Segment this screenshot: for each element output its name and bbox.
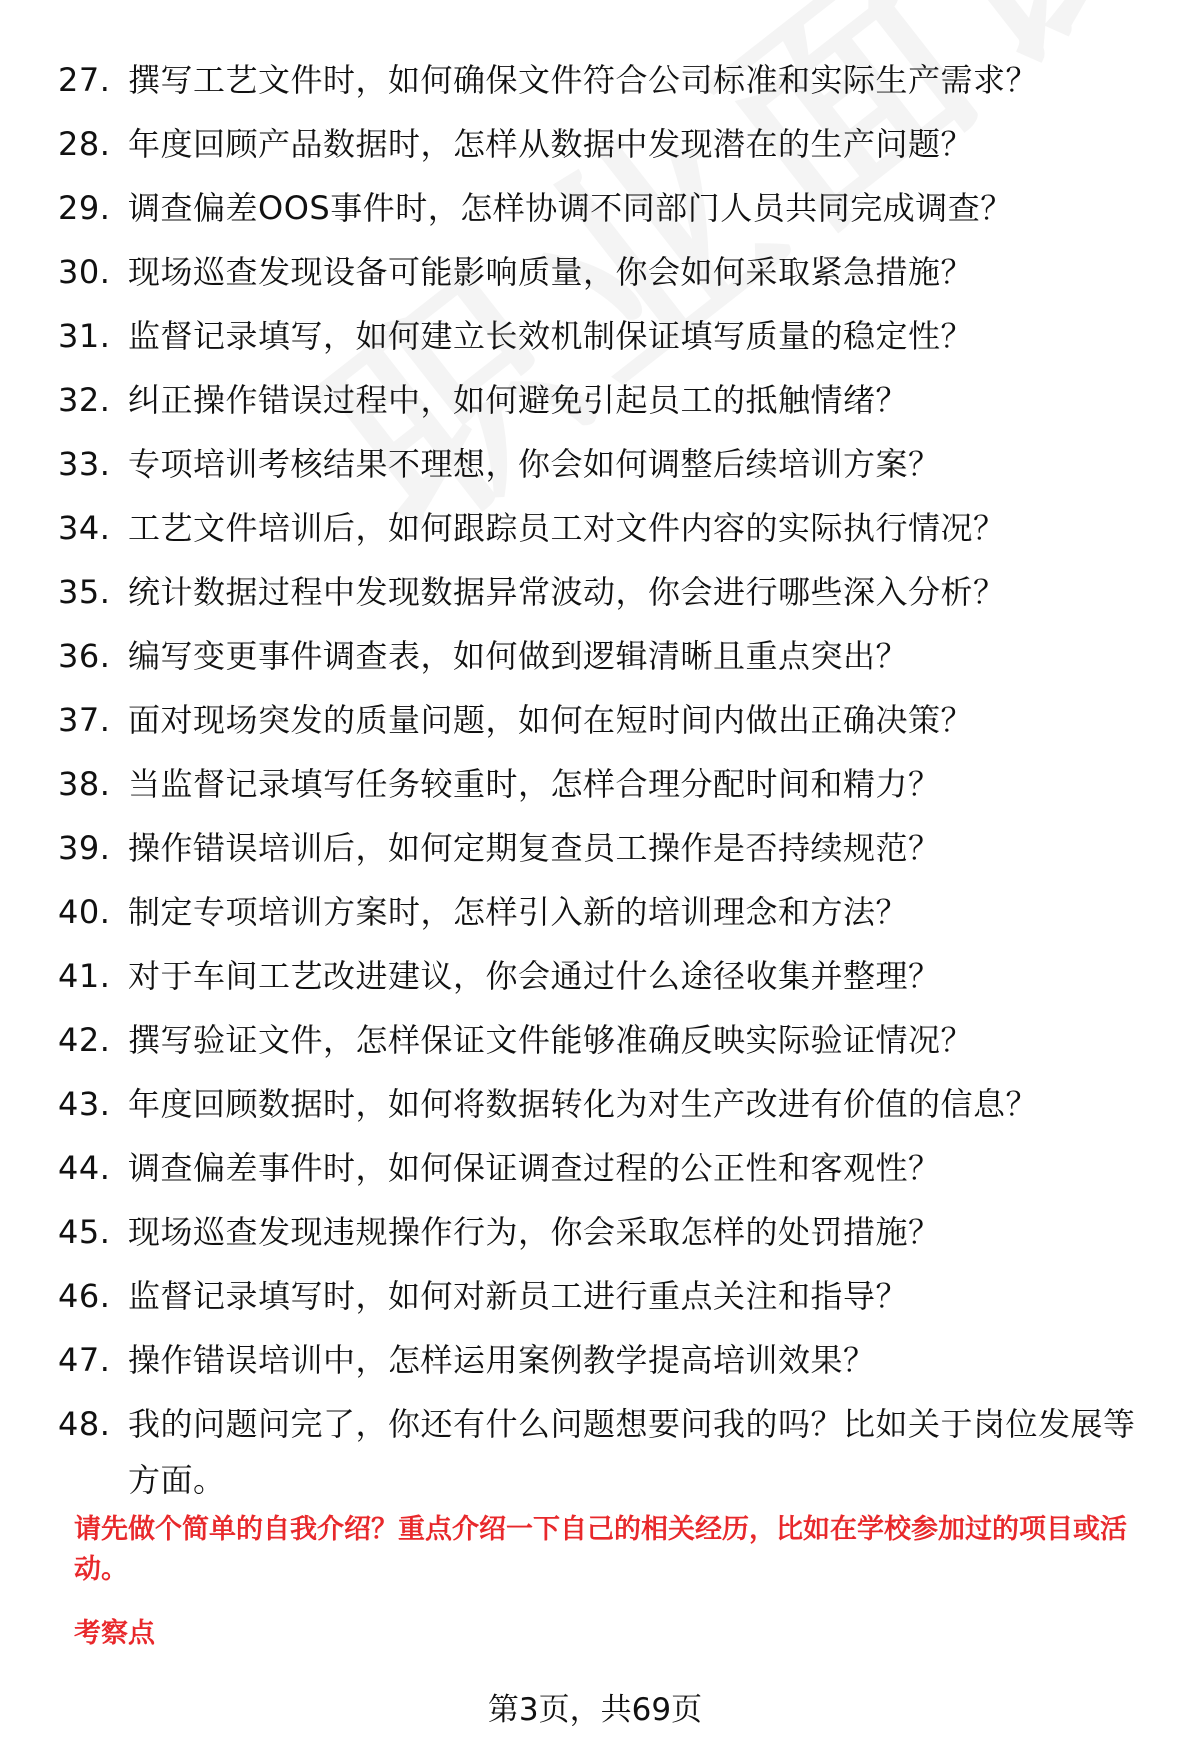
question-number: 27. bbox=[58, 61, 111, 99]
question-text: 操作错误培训中，怎样运用案例教学提高培训效果？ bbox=[128, 1341, 876, 1379]
list-item bbox=[58, 1392, 1158, 1508]
question-text: 当监督记录填写任务较重时，怎样合理分配时间和精力？ bbox=[128, 765, 941, 803]
question-text: 监督记录填写时，如何对新员工进行重点关注和指导？ bbox=[128, 1277, 909, 1315]
list-item bbox=[58, 1328, 1158, 1392]
question-text: 操作错误培训后，如何定期复查员工操作是否持续规范？ bbox=[128, 829, 941, 867]
question-text: 调查偏差事件时，如何保证调查过程的公正性和客观性？ bbox=[128, 1149, 941, 1187]
question-text: 面对现场突发的质量问题，如何在短时间内做出正确决策？ bbox=[128, 701, 974, 739]
question-number: 28. bbox=[58, 125, 111, 163]
list-item bbox=[58, 432, 1158, 496]
question-text: 调查偏差OOS事件时，怎样协调不同部门人员共同完成调查？ bbox=[128, 189, 1013, 227]
question-text: 现场巡查发现违规操作行为，你会采取怎样的处罚措施？ bbox=[128, 1213, 941, 1251]
question-number: 39. bbox=[58, 829, 111, 867]
list-item bbox=[58, 48, 1158, 112]
question-number: 29. bbox=[58, 189, 111, 227]
list-item bbox=[58, 112, 1158, 176]
question-number: 40. bbox=[58, 893, 111, 931]
question-number: 33. bbox=[58, 445, 111, 483]
list-item bbox=[58, 1136, 1158, 1200]
list-item bbox=[58, 1072, 1158, 1136]
question-text: 工艺文件培训后，如何跟踪员工对文件内容的实际执行情况？ bbox=[128, 509, 1006, 547]
question-text: 对于车间工艺改进建议，你会通过什么途径收集并整理？ bbox=[128, 957, 941, 995]
question-number: 38. bbox=[58, 765, 111, 803]
list-item bbox=[58, 752, 1158, 816]
list-item bbox=[58, 1200, 1158, 1264]
list-item bbox=[58, 944, 1158, 1008]
question-number: 34. bbox=[58, 509, 111, 547]
question-list bbox=[58, 48, 1158, 1508]
question-number: 32. bbox=[58, 381, 111, 419]
section-label: 考察点 bbox=[74, 1618, 155, 1649]
page-number: 第3页，共69页 bbox=[487, 1692, 703, 1728]
question-text: 编写变更事件调查表，如何做到逻辑清晰且重点突出？ bbox=[128, 637, 909, 675]
list-item bbox=[58, 1008, 1158, 1072]
highlight-question: 请先做个简单的自我介绍？重点介绍一下自己的相关经历，比如在学校参加过的项目或活动。 bbox=[74, 1514, 1127, 1585]
question-text: 现场巡查发现设备可能影响质量，你会如何采取紧急措施？ bbox=[128, 253, 974, 291]
question-text: 纠正操作错误过程中，如何避免引起员工的抵触情绪？ bbox=[128, 381, 909, 419]
list-item bbox=[58, 688, 1158, 752]
list-item bbox=[58, 496, 1158, 560]
question-number: 37. bbox=[58, 701, 111, 739]
question-number: 41. bbox=[58, 957, 111, 995]
question-text: 撰写工艺文件时，如何确保文件符合公司标准和实际生产需求？ bbox=[128, 61, 1039, 99]
question-text: 年度回顾数据时，如何将数据转化为对生产改进有价值的信息？ bbox=[128, 1085, 1039, 1123]
question-number: 43. bbox=[58, 1085, 111, 1123]
list-item bbox=[58, 368, 1158, 432]
question-number: 44. bbox=[58, 1149, 111, 1187]
list-item bbox=[58, 1264, 1158, 1328]
question-number: 47. bbox=[58, 1341, 111, 1379]
question-text: 撰写验证文件，怎样保证文件能够准确反映实际验证情况？ bbox=[128, 1021, 974, 1059]
list-item bbox=[58, 880, 1158, 944]
question-number: 42. bbox=[58, 1021, 111, 1059]
question-number: 48. bbox=[58, 1405, 111, 1443]
question-text: 专项培训考核结果不理想，你会如何调整后续培训方案？ bbox=[128, 445, 941, 483]
list-item bbox=[58, 624, 1158, 688]
question-text: 年度回顾产品数据时，怎样从数据中发现潜在的生产问题？ bbox=[128, 125, 974, 163]
list-item bbox=[58, 240, 1158, 304]
question-text: 制定专项培训方案时，怎样引入新的培训理念和方法？ bbox=[128, 893, 909, 931]
question-number: 31. bbox=[58, 317, 111, 355]
question-number: 35. bbox=[58, 573, 111, 611]
question-number: 36. bbox=[58, 637, 111, 675]
list-item bbox=[58, 560, 1158, 624]
list-item bbox=[58, 304, 1158, 368]
question-text: 监督记录填写，如何建立长效机制保证填写质量的稳定性？ bbox=[128, 317, 974, 355]
question-text: 统计数据过程中发现数据异常波动，你会进行哪些深入分析？ bbox=[128, 573, 1006, 611]
question-number: 30. bbox=[58, 253, 111, 291]
question-text: 我的问题问完了，你还有什么问题想要问我的吗？比如关于岗位发展等方面。 bbox=[128, 1405, 1136, 1499]
list-item bbox=[58, 176, 1158, 240]
list-item bbox=[58, 816, 1158, 880]
question-number: 46. bbox=[58, 1277, 111, 1315]
question-number: 45. bbox=[58, 1213, 111, 1251]
